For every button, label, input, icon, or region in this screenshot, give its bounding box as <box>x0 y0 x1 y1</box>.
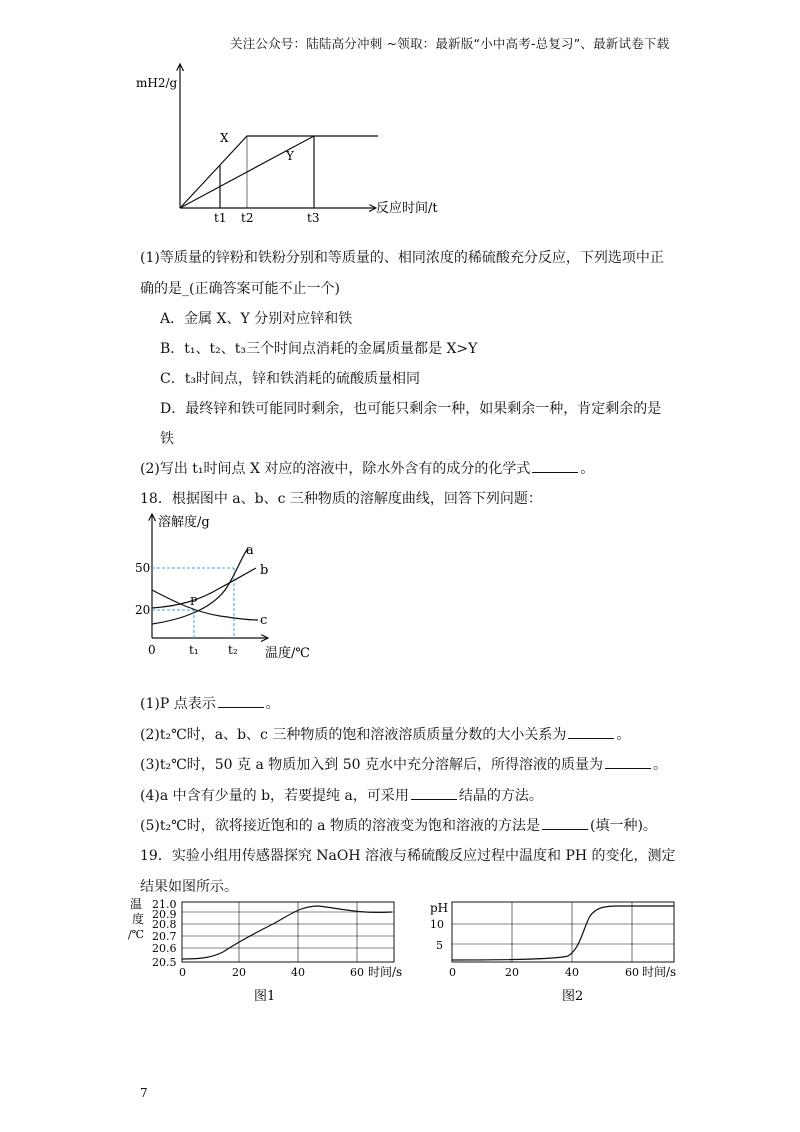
y-tick-20.8: 20.8 <box>152 918 177 931</box>
q18-q1-end: 。 <box>265 696 280 712</box>
y-label-char-1: 温 <box>130 897 143 911</box>
q18-q1 <box>140 693 280 713</box>
page-header: 关注公众号：陆陆高分冲刺 ~领取：最新版“小中高考-总复习”、最新试卷下载 <box>230 36 670 51</box>
plot-frame <box>452 902 674 962</box>
x-tick-40: 40 <box>565 966 579 979</box>
y-tick-20.6: 20.6 <box>152 942 177 955</box>
x-tick-0: 0 <box>148 643 156 657</box>
q18-q3 <box>140 754 667 774</box>
curve-b <box>152 568 256 608</box>
q17-option-c: C．t₃时间点，锌和铁消耗的硫酸质量相同 <box>160 371 420 387</box>
q17-part2-text: (2)写出 t₁时间点 X 对应的溶液中，除水外含有的成分的化学式 <box>140 461 531 477</box>
y-axis-label: 溶解度/g <box>158 515 210 530</box>
y-label-char-3: /℃ <box>128 928 145 941</box>
point-p-label: P <box>190 595 198 608</box>
x-axis-label: 温度/℃ <box>265 646 310 661</box>
q18-q2-end: 。 <box>616 727 631 743</box>
q17-part2 <box>140 458 594 478</box>
q17-option-a: A．金属 X、Y 分别对应锌和铁 <box>160 311 353 327</box>
x-tick-t1: t₁ <box>189 643 199 657</box>
q17-part2-end: 。 <box>580 461 595 477</box>
answer-blank[interactable] <box>605 767 651 769</box>
curve-x <box>180 136 378 208</box>
q18-q3-text: (3)t₂℃时，50 克 a 物质加入到 50 克水中充分溶解后，所得溶液的质量为 <box>140 757 603 773</box>
answer-blank[interactable] <box>542 828 588 830</box>
curve-b-label: b <box>260 563 269 578</box>
y-tick-10: 10 <box>430 918 444 931</box>
tick-t3: t3 <box>307 211 320 225</box>
page-number: 7 <box>140 1086 148 1100</box>
x-axis-label: 时间/s <box>368 965 403 979</box>
q18-q3-end: 。 <box>652 757 667 773</box>
q17-stem-line1: (1)等质量的锌粉和铁粉分别和等质量的、相同浓度的稀硫酸充分反应，下列选项中正 <box>140 250 664 266</box>
curve-c-label: c <box>260 613 268 628</box>
y-tick-5: 5 <box>436 939 443 952</box>
q18-q1-text: (1)P 点表示 <box>140 696 216 712</box>
temperature-chart <box>128 894 408 1004</box>
y-tick-50: 50 <box>135 561 151 575</box>
q18-q5-end: (填一种)。 <box>589 818 657 834</box>
ph-chart <box>428 894 688 1004</box>
tick-t1: t1 <box>214 211 227 225</box>
curve-x-label: X <box>220 131 229 145</box>
curve-c <box>152 590 258 620</box>
x-axis-label: 时间/s <box>642 965 677 979</box>
y-tick-20.9: 20.9 <box>152 908 177 921</box>
q18-stem: 18．根据图中 a、b、c 三种物质的溶解度曲线，回答下列问题： <box>140 491 542 507</box>
x-tick-60: 60 <box>625 966 639 979</box>
q18-q2 <box>140 724 630 744</box>
y-tick-20: 20 <box>135 603 151 617</box>
x-tick-t2: t₂ <box>228 643 238 657</box>
x-tick-20: 20 <box>505 966 519 979</box>
answer-blank[interactable] <box>218 706 264 708</box>
x-tick-0: 0 <box>179 966 186 979</box>
figure-caption-1: 图1 <box>254 989 276 1004</box>
answer-blank[interactable] <box>568 737 614 739</box>
solubility-chart <box>135 510 340 670</box>
q18-q4-end: 结晶的方法。 <box>458 788 543 804</box>
q18-q5 <box>140 815 657 835</box>
curve-a-label: a <box>246 543 254 558</box>
tick-t2: t2 <box>241 211 254 225</box>
y-label-char-2: 度 <box>132 912 145 926</box>
answer-blank[interactable] <box>532 471 578 473</box>
curve-y-label: Y <box>286 149 294 163</box>
q18-q2-text: (2)t₂℃时，a、b、c 三种物质的饱和溶液溶质质量分数的大小关系为 <box>140 727 567 743</box>
answer-blank[interactable] <box>411 798 457 800</box>
plot-frame <box>182 902 394 962</box>
q18-q4 <box>140 785 543 805</box>
q18-q4-text: (4)a 中含有少量的 b，若要提纯 a，可采用 <box>140 788 409 804</box>
y-tick-21.0: 21.0 <box>152 898 177 911</box>
y-tick-20.7: 20.7 <box>152 930 177 943</box>
q19-stem-line1: 19．实验小组用传感器探究 NaOH 溶液与稀硫酸反应过程中温度和 PH 的变化，测定 <box>140 848 676 864</box>
q17-stem-line2: 确的是_(正确答案可能不止一个) <box>140 281 340 297</box>
x-tick-60: 60 <box>350 966 364 979</box>
temperature-curve <box>182 906 392 959</box>
x-tick-40: 40 <box>291 966 305 979</box>
y-axis-label: pH <box>430 901 449 915</box>
q17-option-d: D．最终锌和铁可能同时剩余，也可能只剩余一种，如果剩余一种，肯定剩余的是 <box>160 401 662 417</box>
x-tick-20: 20 <box>232 966 246 979</box>
y-tick-20.5: 20.5 <box>152 956 177 969</box>
q19-stem-line2: 结果如图所示。 <box>140 879 238 895</box>
figure-caption-2: 图2 <box>562 989 584 1004</box>
y-axis-label: mH2/g <box>136 76 178 90</box>
q17-option-b: B．t₁、t₂、t₃三个时间点消耗的金属质量都是 X>Y <box>160 341 478 357</box>
ph-curve <box>452 906 674 960</box>
x-tick-0: 0 <box>449 966 456 979</box>
hydrogen-mass-chart <box>128 62 458 227</box>
q18-q5-text: (5)t₂℃时，欲将接近饱和的 a 物质的溶液变为饱和溶液的方法是 <box>140 818 540 834</box>
q17-option-d-cont: 铁 <box>160 431 174 447</box>
x-axis-label: 反应时间/t <box>376 201 438 216</box>
